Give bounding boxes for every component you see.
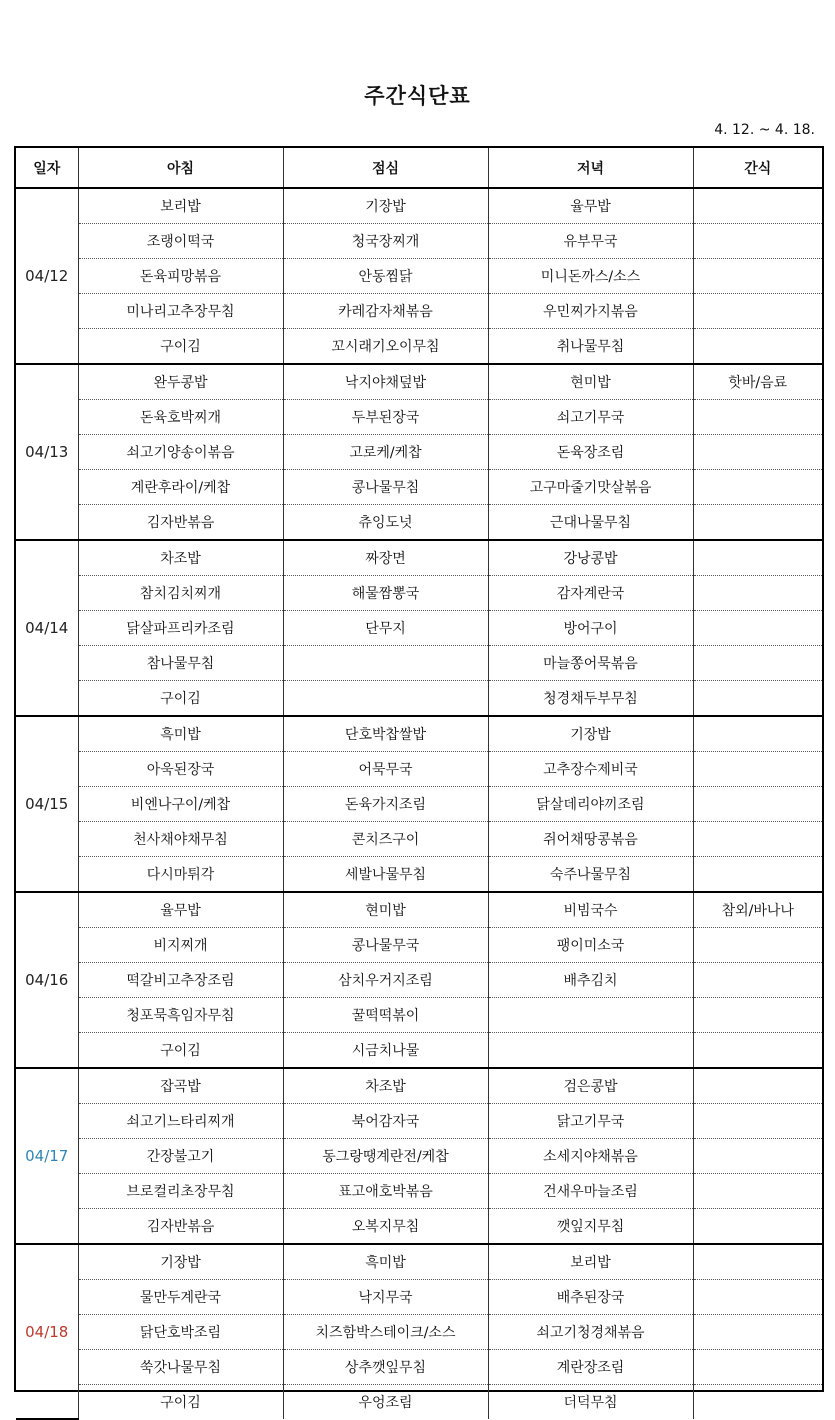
dinner-cell: 강낭콩밥 [488, 540, 693, 576]
dinner-cell: 기장밥 [488, 716, 693, 752]
dinner-cell: 닭고기무국 [488, 1104, 693, 1139]
table-row [16, 822, 822, 857]
lunch-cell: 우엉조림 [283, 1385, 488, 1420]
breakfast-cell: 보리밥 [78, 188, 283, 224]
table-row [16, 294, 822, 329]
table-row [16, 224, 822, 259]
snack-cell [693, 224, 822, 259]
date-cell: 04/12 [16, 188, 78, 364]
breakfast-cell: 쑥갓나물무침 [78, 1350, 283, 1385]
dinner-cell: 배추김치 [488, 963, 693, 998]
lunch-cell: 삼치우거지조림 [283, 963, 488, 998]
breakfast-cell: 김자반볶음 [78, 505, 283, 541]
lunch-cell: 해물짬뽕국 [283, 576, 488, 611]
lunch-cell: 기장밥 [283, 188, 488, 224]
lunch-cell [283, 646, 488, 681]
table-row [16, 1350, 822, 1385]
lunch-cell: 츄잉도넛 [283, 505, 488, 541]
dinner-cell: 감자계란국 [488, 576, 693, 611]
lunch-cell: 단무지 [283, 611, 488, 646]
header-lunch: 점심 [283, 148, 488, 188]
snack-cell [693, 1033, 822, 1069]
lunch-cell: 꿀떡떡볶이 [283, 998, 488, 1033]
table-row [16, 329, 822, 365]
table-row [16, 1068, 822, 1104]
snack-cell [693, 681, 822, 717]
dinner-cell: 건새우마늘조림 [488, 1174, 693, 1209]
lunch-cell: 흑미밥 [283, 1244, 488, 1280]
lunch-cell: 콘치즈구이 [283, 822, 488, 857]
lunch-cell: 고로케/케찹 [283, 435, 488, 470]
breakfast-cell: 천사채야채무침 [78, 822, 283, 857]
table-row [16, 259, 822, 294]
lunch-cell: 콩나물무국 [283, 928, 488, 963]
breakfast-cell: 쇠고기느타리찌개 [78, 1104, 283, 1139]
snack-cell [693, 188, 822, 224]
dinner-cell: 숙주나물무침 [488, 857, 693, 893]
snack-cell [693, 1350, 822, 1385]
table-row [16, 1209, 822, 1245]
breakfast-cell: 닭살파프리카조림 [78, 611, 283, 646]
lunch-cell [283, 681, 488, 717]
snack-cell [693, 822, 822, 857]
lunch-cell: 안동찜닭 [283, 259, 488, 294]
table-row [16, 1139, 822, 1174]
lunch-cell: 표고애호박볶음 [283, 1174, 488, 1209]
lunch-cell: 청국장찌개 [283, 224, 488, 259]
table-row [16, 787, 822, 822]
lunch-cell: 오복지무침 [283, 1209, 488, 1245]
table-row [16, 470, 822, 505]
table-row [16, 1033, 822, 1069]
lunch-cell: 치즈함박스테이크/소스 [283, 1315, 488, 1350]
table-row [16, 1174, 822, 1209]
breakfast-cell: 비지찌개 [78, 928, 283, 963]
snack-cell [693, 1280, 822, 1315]
dinner-cell: 닭살데리야끼조림 [488, 787, 693, 822]
snack-cell [693, 400, 822, 435]
dinner-cell: 돈육장조림 [488, 435, 693, 470]
breakfast-cell: 참치김치찌개 [78, 576, 283, 611]
dinner-cell: 취나물무침 [488, 329, 693, 365]
table-row [16, 752, 822, 787]
snack-cell [693, 576, 822, 611]
snack-cell [693, 1174, 822, 1209]
lunch-cell: 짜장면 [283, 540, 488, 576]
lunch-cell: 상추깻잎무침 [283, 1350, 488, 1385]
snack-cell [693, 1104, 822, 1139]
snack-cell [693, 435, 822, 470]
snack-cell [693, 1385, 822, 1420]
dinner-cell: 소세지야채볶음 [488, 1139, 693, 1174]
breakfast-cell: 김자반볶음 [78, 1209, 283, 1245]
snack-cell [693, 752, 822, 787]
snack-cell [693, 716, 822, 752]
table-row [16, 576, 822, 611]
snack-cell [693, 646, 822, 681]
breakfast-cell: 간장불고기 [78, 1139, 283, 1174]
table-row [16, 400, 822, 435]
breakfast-cell: 닭단호박조림 [78, 1315, 283, 1350]
header-dinner: 저녁 [488, 148, 693, 188]
table-row [16, 1385, 822, 1420]
dinner-cell: 깻잎지무침 [488, 1209, 693, 1245]
breakfast-cell: 구이김 [78, 1033, 283, 1069]
dinner-cell: 현미밥 [488, 364, 693, 400]
lunch-cell: 현미밥 [283, 892, 488, 928]
breakfast-cell: 미나리고추장무침 [78, 294, 283, 329]
table-row [16, 998, 822, 1033]
table-row [16, 963, 822, 998]
lunch-cell: 시금치나물 [283, 1033, 488, 1069]
table-row [16, 188, 822, 224]
lunch-cell: 북어감자국 [283, 1104, 488, 1139]
table-row [16, 1244, 822, 1280]
snack-cell: 핫바/음료 [693, 364, 822, 400]
lunch-cell: 카레감자채볶음 [283, 294, 488, 329]
dinner-cell: 계란장조림 [488, 1350, 693, 1385]
snack-cell [693, 611, 822, 646]
snack-cell [693, 1244, 822, 1280]
snack-cell [693, 329, 822, 365]
table-row [16, 646, 822, 681]
breakfast-cell: 완두콩밥 [78, 364, 283, 400]
dinner-cell: 검은콩밥 [488, 1068, 693, 1104]
lunch-cell: 낙지야채덮밥 [283, 364, 488, 400]
breakfast-cell: 다시마튀각 [78, 857, 283, 893]
dinner-cell: 유부무국 [488, 224, 693, 259]
table-row [16, 435, 822, 470]
lunch-cell: 어묵무국 [283, 752, 488, 787]
breakfast-cell: 브로컬리초장무침 [78, 1174, 283, 1209]
date-cell: 04/16 [16, 892, 78, 1068]
dinner-cell: 방어구이 [488, 611, 693, 646]
dinner-cell: 쇠고기청경채볶음 [488, 1315, 693, 1350]
snack-cell: 참외/바나나 [693, 892, 822, 928]
lunch-cell: 콩나물무침 [283, 470, 488, 505]
breakfast-cell: 율무밥 [78, 892, 283, 928]
snack-cell [693, 505, 822, 541]
dinner-cell: 고구마줄기맛살볶음 [488, 470, 693, 505]
snack-cell [693, 1315, 822, 1350]
lunch-cell: 세발나물무침 [283, 857, 488, 893]
table-row [16, 1104, 822, 1139]
lunch-cell: 낙지무국 [283, 1280, 488, 1315]
breakfast-cell: 계란후라이/케찹 [78, 470, 283, 505]
breakfast-cell: 물만두계란국 [78, 1280, 283, 1315]
dinner-cell: 율무밥 [488, 188, 693, 224]
snack-cell [693, 259, 822, 294]
snack-cell [693, 1209, 822, 1245]
dinner-cell [488, 1033, 693, 1069]
snack-cell [693, 928, 822, 963]
dinner-cell: 근대나물무침 [488, 505, 693, 541]
breakfast-cell: 조랭이떡국 [78, 224, 283, 259]
breakfast-cell: 비엔나구이/케찹 [78, 787, 283, 822]
dinner-cell: 쥐어채땅콩볶음 [488, 822, 693, 857]
table-row [16, 928, 822, 963]
table-row [16, 1315, 822, 1350]
page-title: 주간식단표 [364, 84, 471, 108]
lunch-cell: 돈육가지조림 [283, 787, 488, 822]
table-row [16, 364, 822, 400]
dinner-cell: 비빔국수 [488, 892, 693, 928]
snack-cell [693, 857, 822, 893]
breakfast-cell: 기장밥 [78, 1244, 283, 1280]
menu-body [16, 188, 822, 1419]
breakfast-cell: 구이김 [78, 1385, 283, 1420]
header-date: 일자 [16, 148, 78, 188]
snack-cell [693, 294, 822, 329]
date-range: 4. 12. ~ 4. 18. [714, 122, 815, 138]
lunch-cell: 동그랑땡계란전/케찹 [283, 1139, 488, 1174]
breakfast-cell: 떡갈비고추장조림 [78, 963, 283, 998]
date-cell: 04/13 [16, 364, 78, 540]
breakfast-cell: 차조밥 [78, 540, 283, 576]
header-breakfast: 아침 [78, 148, 283, 188]
table-row [16, 892, 822, 928]
breakfast-cell: 흑미밥 [78, 716, 283, 752]
breakfast-cell: 돈육피망볶음 [78, 259, 283, 294]
breakfast-cell: 쇠고기양송이볶음 [78, 435, 283, 470]
table-row [16, 505, 822, 541]
date-cell: 04/15 [16, 716, 78, 892]
date-cell: 04/18 [16, 1244, 78, 1419]
dinner-cell: 고추장수제비국 [488, 752, 693, 787]
table-row [16, 716, 822, 752]
breakfast-cell: 청포묵흑임자무침 [78, 998, 283, 1033]
snack-cell [693, 1068, 822, 1104]
breakfast-cell: 잡곡밥 [78, 1068, 283, 1104]
dinner-cell [488, 998, 693, 1033]
snack-cell [693, 540, 822, 576]
weekly-menu-table [14, 146, 824, 1411]
breakfast-cell: 돈육호박찌개 [78, 400, 283, 435]
breakfast-cell: 참나물무침 [78, 646, 283, 681]
table-row [16, 681, 822, 717]
breakfast-cell: 구이김 [78, 329, 283, 365]
lunch-cell: 두부된장국 [283, 400, 488, 435]
lunch-cell: 꼬시래기오이무침 [283, 329, 488, 365]
header-row [16, 148, 822, 188]
snack-cell [693, 963, 822, 998]
lunch-cell: 차조밥 [283, 1068, 488, 1104]
snack-cell [693, 998, 822, 1033]
dinner-cell: 쇠고기무국 [488, 400, 693, 435]
dinner-cell: 마늘쫑어묵볶음 [488, 646, 693, 681]
header-snack: 간식 [693, 148, 822, 188]
snack-cell [693, 470, 822, 505]
dinner-cell: 배추된장국 [488, 1280, 693, 1315]
table-row [16, 540, 822, 576]
snack-cell [693, 787, 822, 822]
table-row [16, 611, 822, 646]
date-cell: 04/17 [16, 1068, 78, 1244]
dinner-cell: 보리밥 [488, 1244, 693, 1280]
date-cell: 04/14 [16, 540, 78, 716]
dinner-cell: 팽이미소국 [488, 928, 693, 963]
table-row [16, 857, 822, 893]
table-row [16, 1280, 822, 1315]
breakfast-cell: 아욱된장국 [78, 752, 283, 787]
lunch-cell: 단호박찹쌀밥 [283, 716, 488, 752]
dinner-cell: 미니돈까스/소스 [488, 259, 693, 294]
breakfast-cell: 구이김 [78, 681, 283, 717]
dinner-cell: 청경채두부무침 [488, 681, 693, 717]
snack-cell [693, 1139, 822, 1174]
dinner-cell: 우민찌가지볶음 [488, 294, 693, 329]
dinner-cell: 더덕무침 [488, 1385, 693, 1420]
